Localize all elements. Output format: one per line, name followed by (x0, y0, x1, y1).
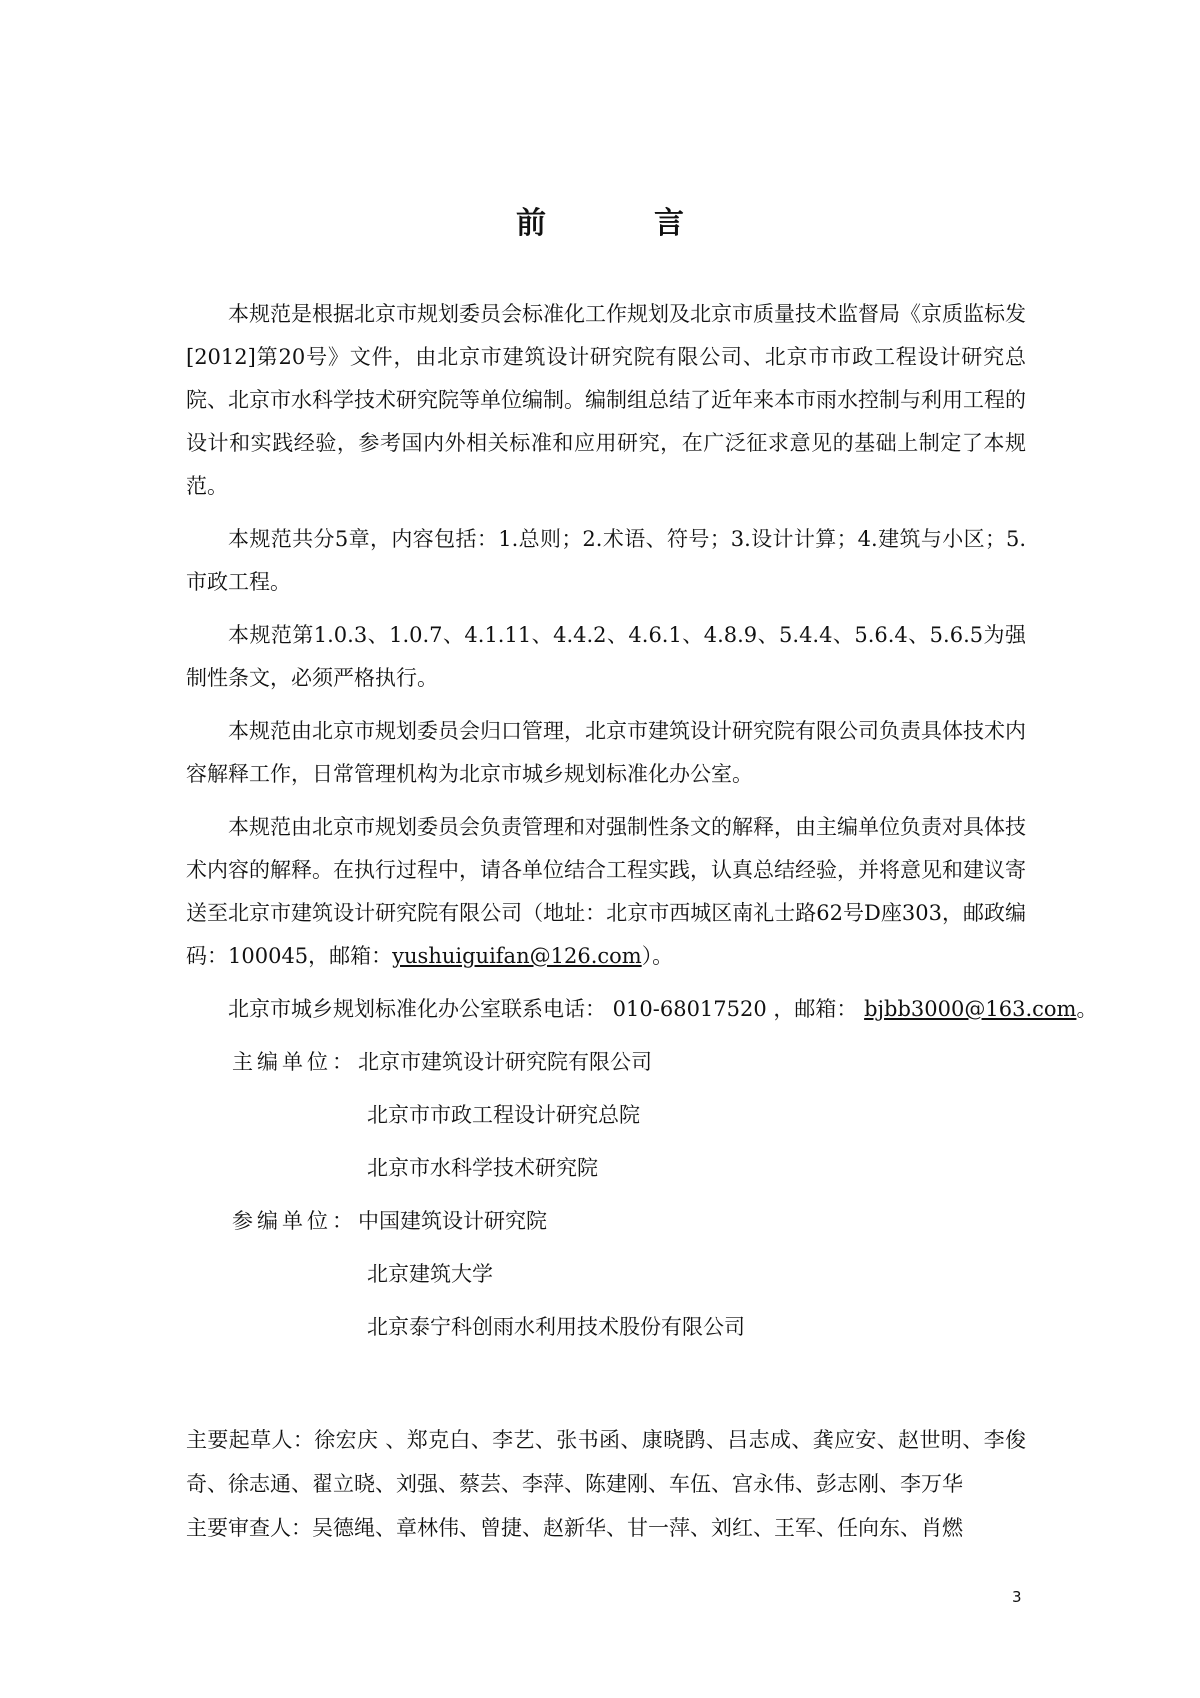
chief-unit-row (186, 1147, 1026, 1200)
chief-unit-name: 北京市水科学技术研究院 (367, 1156, 598, 1180)
participating-unit-row (186, 1253, 1026, 1306)
participating-units (186, 1200, 1026, 1359)
explanation-text: 本规范由北京市规划委员会负责管理和对强制性条文的解释，由主编单位负责对具体技术内容的解释。在执行过程中，请各单位结合工程实践，认真总结经验，并将意见和建议寄送至北京市建筑设计研究院有限公司（地址：北京市西城区南礼士路62号D座303，邮政编码：100045，邮箱： (186, 815, 1026, 968)
participating-unit-name: 北京建筑大学 (367, 1262, 493, 1286)
feedback-email-link[interactable]: yushuiguifan@126.com (392, 944, 642, 968)
chief-unit-name: 北京市市政工程设计研究总院 (367, 1103, 640, 1127)
contact-line (186, 988, 1098, 1031)
chief-unit-row (186, 1041, 1026, 1094)
participating-unit-row (186, 1306, 1026, 1359)
chief-unit-name: 北京市建筑设计研究院有限公司 (358, 1050, 652, 1074)
personnel-list (186, 1418, 1026, 1550)
foreword-body (186, 293, 1098, 1359)
contact-text: 北京市城乡规划标准化办公室联系电话： 010-68017520 ，邮箱： (228, 997, 865, 1021)
participating-units-label: 参编单位： (232, 1209, 357, 1233)
participating-unit-row (186, 1200, 1026, 1253)
chief-units (186, 1041, 1026, 1200)
paragraph-management: 本规范由北京市规划委员会归口管理，北京市建筑设计研究院有限公司负责具体技术内容解释工作，日常管理机构为北京市城乡规划标准化办公室。 (186, 719, 1026, 786)
participating-unit-name: 北京泰宁科创雨水利用技术股份有限公司 (367, 1315, 745, 1339)
paragraph-explanation (186, 806, 1026, 978)
explanation-suffix: ）。 (641, 944, 674, 968)
chief-unit-row (186, 1094, 1026, 1147)
main-drafters: 主要起草人：徐宏庆 、郑克白、李艺、张书函、康晓鹍、吕志成、龚应安、赵世明、李俊奇、徐志通、翟立晓、刘强、蔡芸、李萍、陈建刚、车伍、宫永伟、彭志刚、李万华 (186, 1428, 1026, 1496)
contact-suffix: 。 (1076, 997, 1098, 1021)
paragraph-basis: 本规范是根据北京市规划委员会标准化工作规划及北京市质量技术监督局《京质监标发[2012]第20号》文件，由北京市建筑设计研究院有限公司、北京市市政工程设计研究总院、北京市水科学技术研究院等单位编制。编制组总结了近年来本市雨水控制与利用工程的设计和实践经验，参考国内外相关标准和应用研究，在广泛征求意见的基础上制定了本规范。 (186, 302, 1026, 498)
page-number: 3 (1012, 1588, 1022, 1606)
office-email-link[interactable]: bjbb3000@163.com (864, 997, 1077, 1021)
page-title: 前言 (516, 206, 792, 241)
participating-unit-name: 中国建筑设计研究院 (358, 1209, 547, 1233)
main-reviewers: 主要审查人：吴德绳、章林伟、曾捷、赵新华、甘一萍、刘红、王军、任向东、肖燃 (186, 1516, 963, 1540)
paragraph-mandatory-clauses: 本规范第1.0.3、1.0.7、4.1.11、4.4.2、4.6.1、4.8.9、5.4.4、5.6.4、5.6.5为强制性条文，必须严格执行。 (186, 623, 1026, 690)
paragraph-chapters: 本规范共分5章，内容包括：1.总则；2.术语、符号；3.设计计算；4.建筑与小区；5.市政工程。 (186, 527, 1026, 594)
chief-units-label: 主编单位： (232, 1050, 357, 1074)
